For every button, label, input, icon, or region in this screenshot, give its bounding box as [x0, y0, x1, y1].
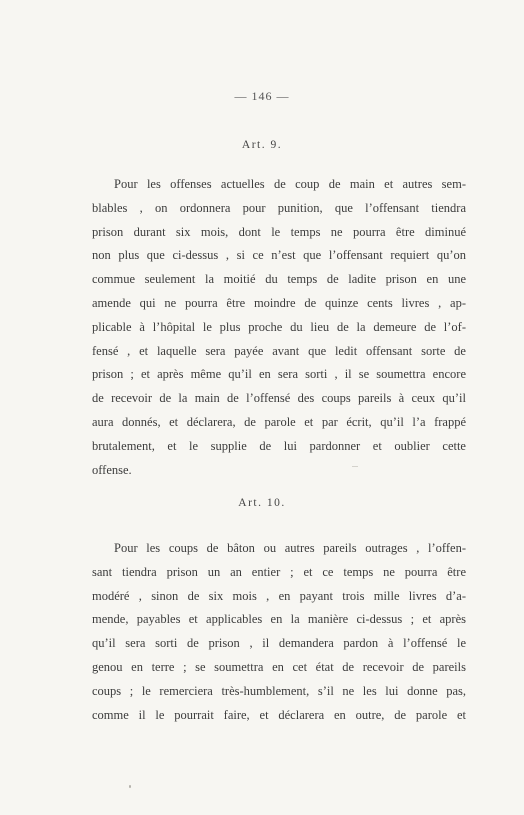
paper-speck [352, 466, 358, 467]
paragraph-line: aura donnés, et déclarera, de parole et par écrit, qu’il l’a frappé [92, 414, 466, 429]
paragraph-line: coups ; le remerciera très-humblement, s’il ne les lui donne pas, [92, 683, 466, 698]
article-10-paragraph [92, 537, 466, 727]
paragraph-line: mende, payables et applicables en la manière ci-dessus ; et après [92, 612, 466, 627]
paragraph-line: Pour les offenses actuelles de coup de main et autres sem- [114, 177, 466, 191]
paragraph-line: brutalement, et le supplie de lui pardonner et oublier cette [92, 438, 466, 453]
paragraph-line: comme il le pourrait faire, et déclarera en outre, de parole et [92, 707, 466, 722]
paragraph-line: fensé , et laquelle sera payée avant que ledit offensant sorte de [92, 343, 466, 358]
article-9-paragraph [92, 173, 466, 482]
paragraph-line: prison durant six mois, dont le temps ne pourra être diminué [92, 224, 466, 239]
paragraph-line: modéré , sinon de six mois , en payant trois mille livres d’a- [92, 588, 466, 603]
paragraph-line: non plus que ci-dessus , si ce n’est que l’offensant requiert qu’on [92, 248, 466, 263]
paragraph-line: prison ; et après même qu’il en sera sorti , il se soumettra encore [92, 367, 466, 382]
page-number: — 146 — [234, 89, 290, 103]
paragraph-line: sant tiendra prison un an entier ; et ce temps ne pourra être [92, 564, 466, 579]
article-10-heading: Art. 10. [238, 497, 286, 509]
article-9-heading: Art. 9. [241, 139, 283, 151]
paragraph-line: amende qui ne pourra être moindre de quinze cents livres , ap- [92, 295, 466, 310]
paragraph-line: commue seulement la moitié du temps de ladite prison en une [92, 272, 466, 287]
paragraph-line: blables , on ordonnera pour punition, que l’offensant tiendra [92, 200, 466, 215]
paragraph-line: plicable à l’hôpital le plus proche du lieu de la demeure de l’of- [92, 319, 466, 334]
paragraph-line: de recevoir de la main de l’offensé des coups pareils à ceux qu’il [92, 391, 466, 406]
paragraph-line: genou en terre ; se soumettra en cet état de recevoir de pareils [92, 659, 466, 674]
paragraph-line: qu’il sera sorti de prison , il demandera pardon à l’offensé le [92, 636, 466, 651]
paper-speck [129, 785, 131, 788]
paragraph-line: offense. [92, 462, 132, 477]
paragraph-line: Pour les coups de bâton ou autres pareils outrages , l’offen- [114, 541, 466, 555]
